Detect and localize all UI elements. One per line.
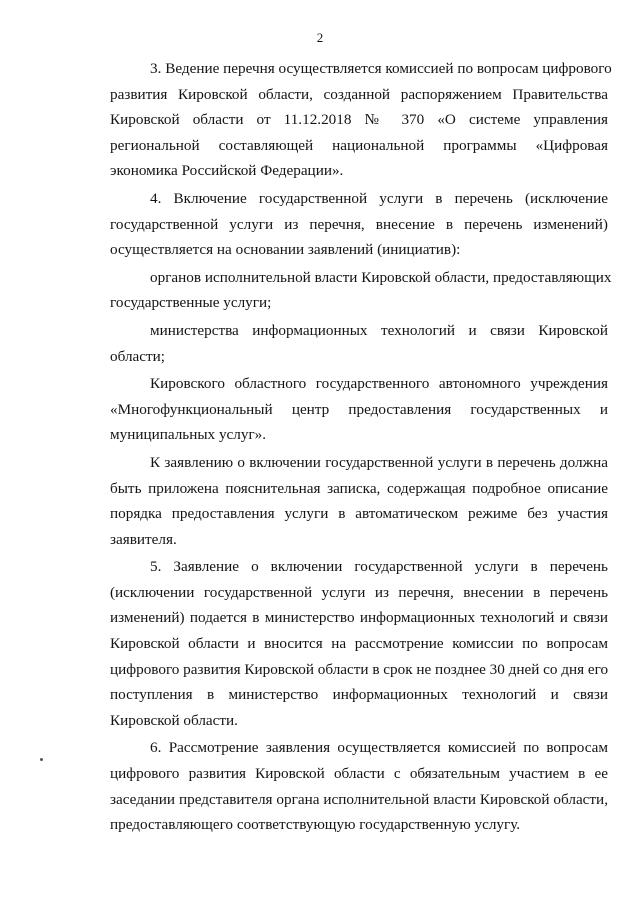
list-item-mfc [110, 371, 608, 448]
text-line: Кировской области от 11.12.2018 № 370 «О системе управления [110, 111, 608, 129]
text-line: предоставляющего соответствующую государственную услугу. [110, 816, 521, 834]
paragraph-5-application [110, 554, 608, 733]
document-body [110, 56, 612, 838]
text-line: 4. Включение государственной услуги в перечень (исключение [150, 189, 608, 207]
text-line: Кировской области и вносится на рассмотрение комиссии по вопросам [110, 635, 608, 653]
text-line: экономика Российской Федерации». [110, 162, 344, 180]
paragraph-4-inclusion [110, 186, 608, 263]
text-line: муниципальных услуг». [110, 426, 267, 444]
text-line: цифрового развития Кировской области в срок не позднее 30 дней со дня его [110, 660, 609, 678]
text-line: поступления в министерство информационных технологий и связи [110, 686, 608, 704]
text-line: заседании представителя органа исполнительной власти Кировской области, [110, 790, 608, 808]
text-line: заявителя. [110, 530, 177, 548]
text-line: быть приложена пояснительная записка, содержащая подробное описание [110, 479, 608, 497]
text-line: «Многофункциональный центр предоставления государственных и [110, 400, 608, 418]
text-line: 5. Заявление о включении государственной услуги в перечень [150, 558, 608, 576]
text-line: развития Кировской области, созданной распоряжением Правительства [110, 85, 608, 103]
text-line: государственной услуги из перечня, внесение в перечень изменений) [110, 215, 608, 233]
text-line: порядка предоставления услуги в автоматическом режиме без участия [110, 505, 608, 523]
text-line: региональной составляющей национальной программы «Цифровая [110, 136, 608, 154]
text-line: изменений) подается в министерство информационных технологий и связи [110, 609, 608, 627]
paragraph-3-commission [110, 56, 612, 184]
list-item-executive-bodies [110, 265, 612, 316]
text-line: области; [110, 347, 165, 365]
text-line: (исключении государственной услуги из перечня, внесении в перечень [110, 583, 608, 601]
paragraph-explanatory-note [110, 450, 608, 552]
text-line: Кировской области. [110, 711, 238, 729]
text-line: цифрового развития Кировской области с обязательным участием в ее [110, 765, 608, 783]
page-number: 2 [316, 30, 324, 45]
text-line: Кировского областного государственного автономного учреждения [150, 375, 608, 393]
text-line: 6. Рассмотрение заявления осуществляется комиссией по вопросам [150, 739, 608, 757]
text-line: органов исполнительной власти Кировской области, предоставляющих [150, 268, 612, 286]
text-line: К заявлению о включении государственной услуги в перечень должна [150, 453, 608, 471]
text-line: государственные услуги; [110, 294, 272, 312]
text-line: министерства информационных технологий и связи Кировской [150, 321, 608, 339]
scan-speck [40, 758, 43, 761]
text-line: 3. Ведение перечня осуществляется комиссией по вопросам цифрового [150, 60, 612, 77]
paragraph-6-review [110, 735, 608, 837]
list-item-ministry [110, 318, 608, 369]
text-line: осуществляется на основании заявлений (инициатив): [110, 241, 461, 259]
